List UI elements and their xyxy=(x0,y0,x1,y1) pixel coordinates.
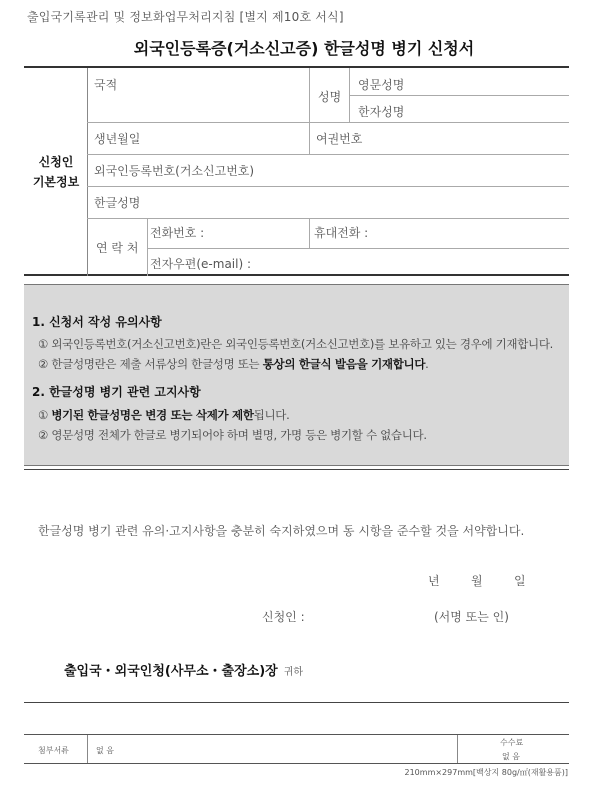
applicant-info-table xyxy=(24,66,569,276)
signature-field[interactable]: (서명 또는 인) xyxy=(434,610,509,624)
attachments-value: 없 음 xyxy=(96,746,114,755)
date-year-field[interactable]: 년 xyxy=(428,574,440,588)
notice-box xyxy=(24,284,569,466)
notice-item-2-2: ② 영문성명 전체가 한글로 병기되어야 하며 별명, 가명 등은 병기할 수 없습니다. xyxy=(38,428,427,442)
notice-item-2-1: ① 병기된 한글성명은 변경 또는 삭제가 제한됩니다. xyxy=(38,408,290,422)
notice-heading-1: 1. 신청서 작성 유의사항 xyxy=(32,315,162,329)
fee-value: 없 음 xyxy=(502,752,520,761)
contact-label: 연 락 처 xyxy=(96,241,139,255)
recipient-name: 출입국・외국인청(사무소・출장소)장 xyxy=(64,664,278,679)
registration-number-field[interactable]: 외국인등록번호(거소신고번호) xyxy=(94,164,255,178)
date-day-field[interactable]: 일 xyxy=(514,574,526,588)
recipient xyxy=(64,660,303,679)
form-reference: 출입국기록관리 및 정보화업무처리지침 [별지 제10호 서식] xyxy=(27,10,344,24)
attachments-row xyxy=(24,734,569,764)
nationality-field[interactable]: 국적 xyxy=(94,78,118,92)
section-label-line1: 신청인 xyxy=(38,155,74,169)
passport-number-field[interactable]: 여권번호 xyxy=(316,132,363,146)
divider xyxy=(24,702,569,703)
notice-item-1-2: ② 한글성명란은 제출 서류상의 한글성명 또는 통상의 한글식 발음을 기재합니다. xyxy=(38,357,429,371)
pledge-statement: 한글성명 병기 관련 유의·고지사항을 충분히 숙지하였으며 동 시항을 준수할 것을 서약합니다. xyxy=(38,524,525,538)
recipient-suffix: 귀하 xyxy=(283,667,304,678)
email-field[interactable]: 전자우편(e-mail) : xyxy=(150,257,252,271)
fee-label: 수수료 xyxy=(500,738,524,747)
name-label: 성명 xyxy=(318,90,342,104)
attachments-label: 첨부서류 xyxy=(38,746,69,755)
birth-date-field[interactable]: 생년월일 xyxy=(94,132,141,146)
english-name-field[interactable]: 영문성명 xyxy=(358,78,405,92)
notice-heading-2: 2. 한글성명 병기 관련 고지사항 xyxy=(32,385,201,399)
chinese-name-field[interactable]: 한자성명 xyxy=(358,105,405,119)
korean-name-field[interactable]: 한글성명 xyxy=(94,196,141,210)
paper-spec-footer: 210mm×297mm[백상지 80g/㎡(재활용품)] xyxy=(404,768,568,777)
notice-item-1-1: ① 외국인등록번호(거소신고번호)란은 외국인등록번호(거소신고번호)를 보유하고 있는 경우에 기재합니다. xyxy=(38,337,554,351)
applicant-section-label xyxy=(24,152,88,192)
divider xyxy=(24,469,569,470)
form-title: 외국인등록증(거소신고증) 한글성명 병기 신청서 xyxy=(133,39,475,58)
mobile-field[interactable]: 휴대전화 : xyxy=(314,226,369,240)
signature-label: 신청인 : xyxy=(262,610,305,624)
phone-field[interactable]: 전화번호 : xyxy=(150,226,205,240)
date-month-field[interactable]: 월 xyxy=(471,574,483,588)
section-label-line2: 기본정보 xyxy=(32,175,80,189)
